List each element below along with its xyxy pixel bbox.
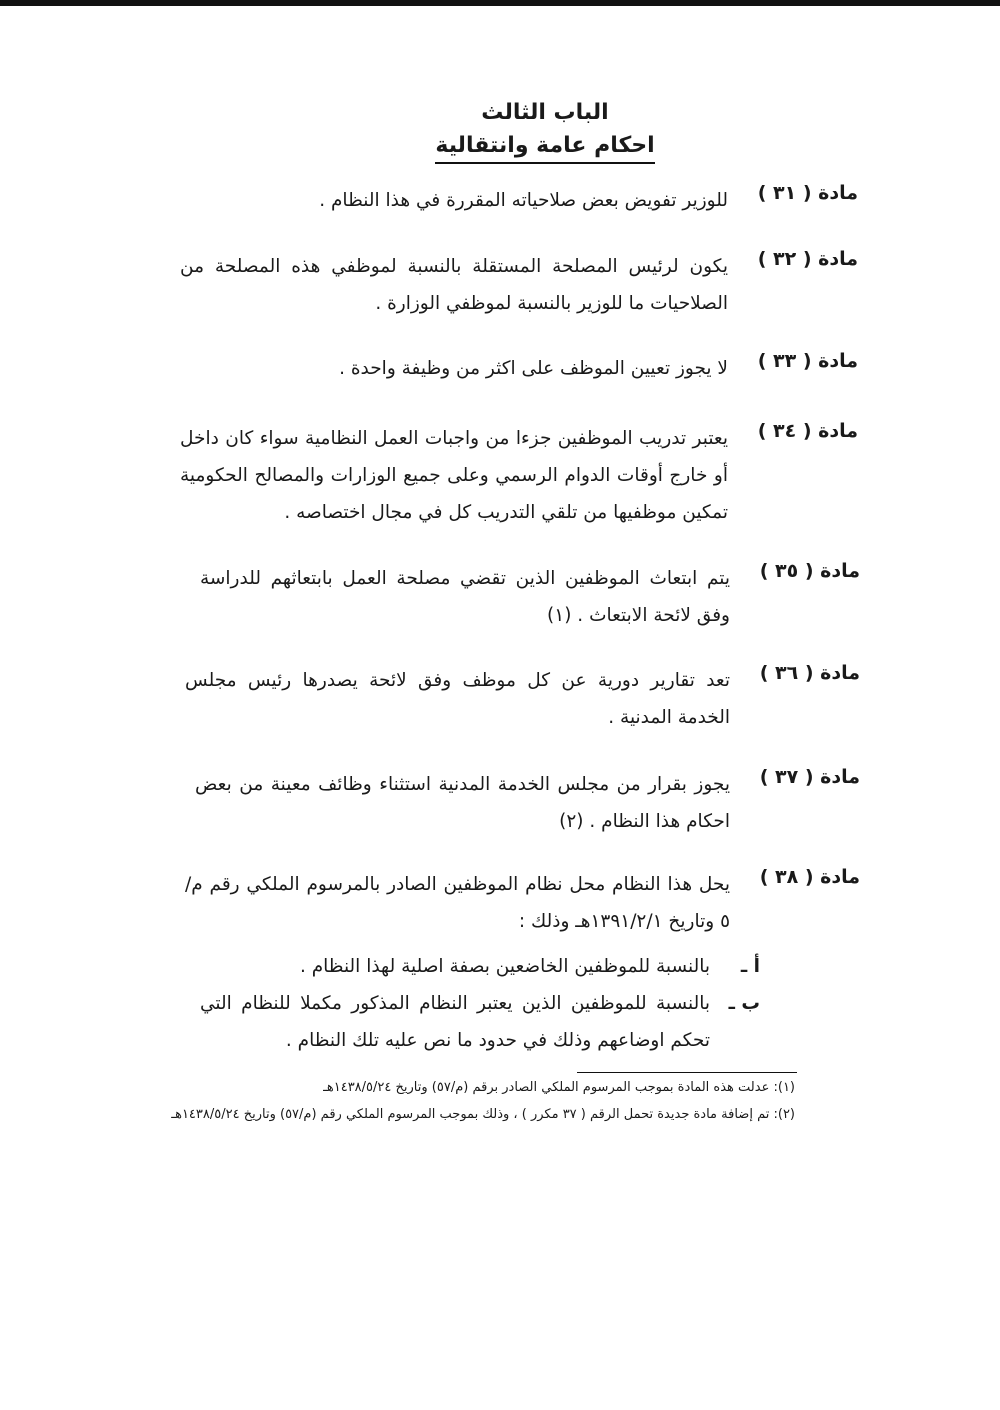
- article-38-items: [200, 948, 760, 1059]
- chapter-title: الباب الثالث: [481, 100, 609, 125]
- article-text: يتم ابتعاث الموظفين الذين تقضي مصلحة العمل بابتعاثهم للدراسة وفق لائحة الابتعاث . (١): [200, 568, 730, 626]
- article-31: [180, 182, 858, 222]
- article-label: مادة ( ٣٢ ): [757, 248, 858, 270]
- article-36: [185, 662, 860, 742]
- article-text: يكون لرئيس المصلحة المستقلة بالنسبة لموظفي هذه المصلحة من الصلاحيات ما للوزير بالنسبة لموظفي الوزارة .: [180, 256, 728, 314]
- footnote-1: (١): عدلت هذه المادة بموجب المرسوم الملكي الصادر برقم (م/٥٧) وتاريخ ١٤٣٨/٥/٢٤هـ: [323, 1080, 795, 1095]
- item-text: بالنسبة للموظفين الذين يعتبر النظام المذكور مكملا للنظام التي تحكم اوضاعهم وذلك في حدود ما نص عليه تلك النظام .: [200, 993, 710, 1051]
- article-text: يجوز بقرار من مجلس الخدمة المدنية استثناء وظائف معينة من بعض احكام هذا النظام . (٢): [195, 774, 730, 832]
- top-border-line: [0, 0, 1000, 6]
- article-text: للوزير تفويض بعض صلاحياته المقررة في هذا النظام .: [319, 190, 728, 211]
- list-item: [200, 985, 760, 1059]
- item-marker: ب ـ: [728, 993, 760, 1014]
- article-35: [200, 560, 860, 640]
- footnote-2: (٢): تم إضافة مادة جديدة تحمل الرقم ( ٣٧ مكرر ) ، وذلك بموجب المرسوم الملكي رقم (م/٥٧) وتاريخ ١٤٣٨/٥/٢٤هـ: [171, 1107, 795, 1122]
- chapter-subtitle-text: احكام عامة وانتقالية: [435, 133, 654, 164]
- article-label: مادة ( ٣٨ ): [759, 866, 860, 888]
- article-37: [195, 766, 860, 846]
- article-34: [180, 420, 858, 535]
- article-label: مادة ( ٣٧ ): [759, 766, 860, 788]
- article-label: مادة ( ٣٦ ): [759, 662, 860, 684]
- article-text: تعد تقارير دورية عن كل موظف وفق لائحة يصدرها رئيس مجلس الخدمة المدنية .: [185, 670, 730, 728]
- article-label: مادة ( ٣٥ ): [759, 560, 860, 582]
- article-text: يعتبر تدريب الموظفين جزءا من واجبات العمل النظامية سواء كان داخل أو خارج أوقات الدوام الرسمي وعلى جميع الوزارات والمصالح الحكومية تمكين موظفيها من تلقي التدريب كل في مجال اختصاصه .: [180, 428, 728, 523]
- article-text: يحل هذا النظام محل نظام الموظفين الصادر بالمرسوم الملكي رقم م/٥ وتاريخ ١٣٩١/٢/١هـ وذلك :: [185, 874, 730, 932]
- footnote-separator: [577, 1072, 797, 1073]
- article-text: لا يجوز تعيين الموظف على اكثر من وظيفة واحدة .: [339, 358, 728, 379]
- article-label: مادة ( ٣١ ): [757, 182, 858, 204]
- article-32: [180, 248, 858, 328]
- article-label: مادة ( ٣٣ ): [757, 350, 858, 372]
- article-33: [180, 350, 858, 390]
- item-marker: أ ـ: [740, 956, 760, 977]
- item-text: بالنسبة للموظفين الخاضعين بصفة اصلية لهذا النظام .: [299, 956, 710, 977]
- article-38: [185, 866, 860, 946]
- chapter-subtitle: [0, 133, 1000, 158]
- article-label: مادة ( ٣٤ ): [757, 420, 858, 442]
- list-item: [200, 948, 760, 985]
